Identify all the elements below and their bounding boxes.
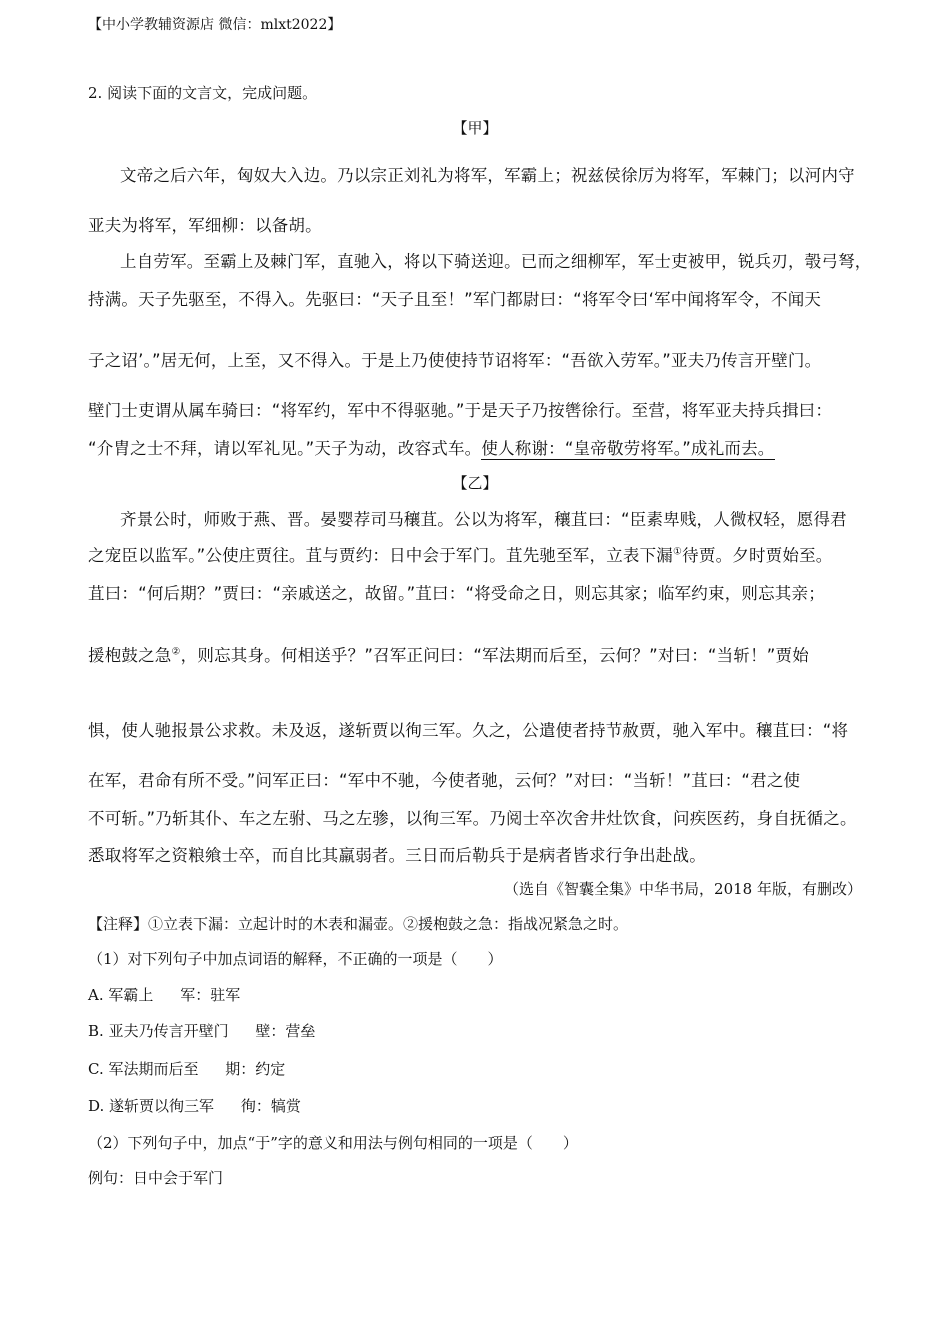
yi-line-4-tail: ，则忘其身。何相送乎？”召军正问曰：“军法期而后至，云何？”对曰：“当斩！”贾始 [180, 646, 809, 665]
annotation: 【注释】①立表下漏：立起计时的木表和漏壶。②援枹鼓之急：指战况紧急之时。 [88, 915, 629, 933]
question-intro: 2. 阅读下面的文言文，完成问题。 [88, 84, 318, 102]
yi-line-6: 在军，君命有所不受。”问军正曰：“军中不驰，今使者驰，云何？”对曰：“当斩！”苴曰：“君之使 [88, 771, 801, 790]
q2-stem: （2）下列句子中，加点“于”字的意义和用法与例句相同的一项是（ ） [88, 1134, 578, 1152]
q1-option-c[interactable] [88, 1058, 285, 1079]
yi-line-4-head: 援枹鼓之急 [88, 646, 172, 665]
yi-line-2 [88, 542, 832, 566]
option-gloss: 徇：犒赏 [240, 1097, 301, 1115]
option-key: B. [88, 1022, 104, 1040]
yi-line-2-tail: 待贾。夕时贾始至。 [682, 546, 833, 565]
yi-line-4 [88, 642, 809, 666]
jia-underlined-sentence: 使人称谢：“皇帝敬劳将军。”成礼而去。 [481, 439, 775, 458]
section-label-yi: 【乙】 [452, 474, 498, 492]
option-text: 亚夫乃传言开壁门 [108, 1022, 229, 1040]
yi-line-3: 苴曰：“何后期？”贾曰：“亲戚送之，故留。”苴曰：“将受命之日，则忘其家；临军约束，则忘其亲； [88, 584, 825, 603]
yi-line-5: 惧，使人驰报景公求救。未及返，遂斩贾以徇三军。久之，公遣使者持节赦贾，驰入军中。穰苴曰：“将 [88, 721, 849, 740]
option-text: 遂斩贾以徇三军 [109, 1097, 215, 1115]
option-gloss: 壁：营垒 [255, 1022, 316, 1040]
jia-line-7 [88, 435, 775, 459]
note-mark-2: ② [171, 646, 181, 658]
section-label-jia: 【甲】 [452, 119, 498, 137]
q1-option-d[interactable] [88, 1095, 301, 1116]
option-key: A. [88, 986, 104, 1004]
jia-line-1: 文帝之后六年，匈奴大入边。乃以宗正刘礼为将军，军霸上；祝兹侯徐厉为将军，军棘门；以河内守 [120, 166, 855, 185]
option-text: 军法期而后至 [108, 1060, 199, 1078]
option-key: D. [88, 1097, 105, 1115]
source-citation: （选自《智囊全集》中华书局，2018 年版，有删改） [504, 880, 862, 898]
jia-line-2: 亚夫为将军，军细柳：以备胡。 [88, 216, 322, 235]
yi-line-7: 不可斩。”乃斩其仆、车之左驸、马之左骖，以徇三军。乃阅士卒次舍井灶饮食，问疾医药，身自抚循之。 [88, 809, 857, 828]
q1-option-a[interactable] [88, 984, 240, 1005]
option-text: 军霸上 [108, 986, 154, 1004]
jia-line-3: 上自劳军。至霸上及棘门军，直驰入，将以下骑送迎。已而之细柳军，军士吏被甲，锐兵刃，彀弓弩， [120, 252, 872, 271]
yi-line-2-head: 之宠臣以监军。”公使庄贾往。苴与贾约：日中会于军门。苴先驰至军，立表下漏 [88, 546, 673, 565]
q1-stem: （1）对下列句子中加点词语的解释，不正确的一项是（ ） [88, 950, 503, 968]
yi-line-1: 齐景公时，师败于燕、晋。晏婴荐司马穰苴。公以为将军，穰苴曰：“臣素卑贱，人微权轻，愿得君 [120, 510, 847, 529]
note-mark-1: ① [673, 546, 683, 558]
option-key: C. [88, 1060, 104, 1078]
jia-line-5: 子之诏’。”居无何，上至，又不得入。于是上乃使使持节诏将军：“吾欲入劳军。”亚夫乃传言开壁门。 [88, 351, 822, 370]
jia-line-4: 持满。天子先驱至，不得入。先驱曰：“天子且至！”军门都尉曰：“将军令曰‘军中闻将军令，不闻天 [88, 290, 822, 309]
q1-option-b[interactable] [88, 1020, 315, 1041]
yi-line-8: 悉取将军之资粮飨士卒，而自比其羸弱者。三日而后勒兵于是病者皆求行争出赴战。 [88, 846, 706, 865]
page-header: 【中小学教辅资源店 微信：mlxt2022】 [88, 17, 342, 33]
option-gloss: 期：约定 [225, 1060, 286, 1078]
jia-line-7-plain: “介胄之士不拜，请以军礼见。”天子为动，改容式车。 [88, 439, 482, 458]
option-gloss: 军：驻军 [180, 986, 241, 1004]
q2-example: 例句：日中会于军门 [88, 1169, 224, 1187]
jia-line-6: 壁门士吏谓从属车骑曰：“将军约，军中不得驱驰。”于是天子乃按辔徐行。至营，将军亚夫持兵揖曰： [88, 401, 833, 420]
